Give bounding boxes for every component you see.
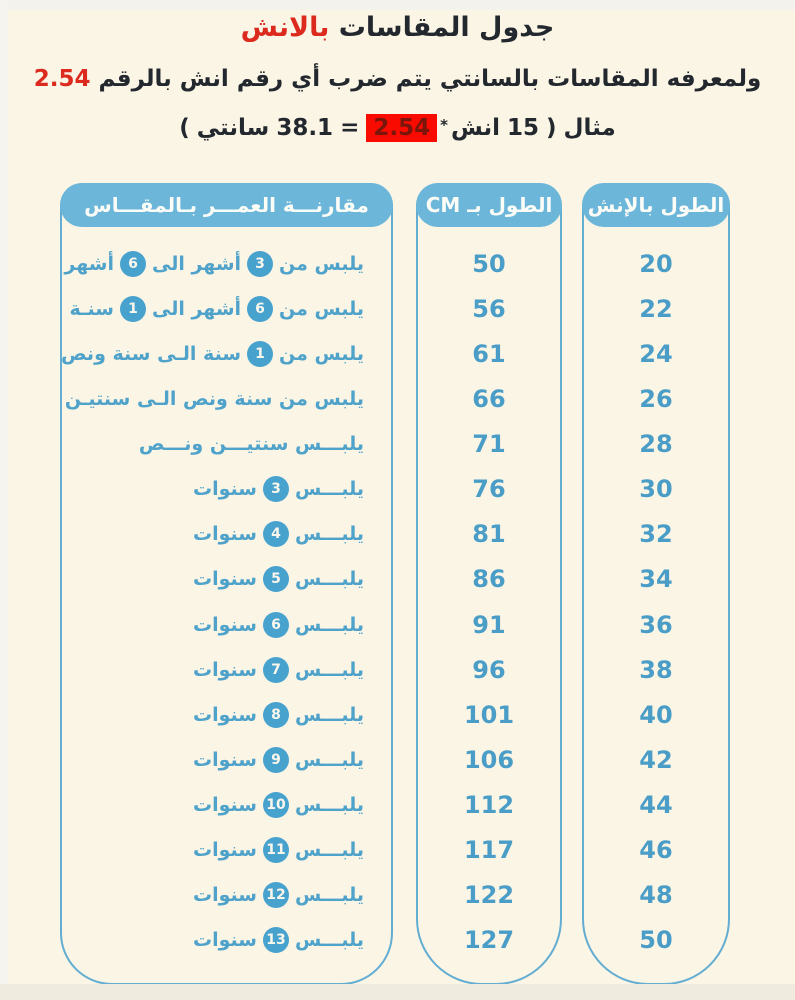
multiplier-highlight: 2.54 xyxy=(366,114,437,142)
age-label: يلبس من xyxy=(279,342,364,365)
inch-column-body xyxy=(584,229,728,983)
cm-cell: 81 xyxy=(472,520,506,549)
age-label: أشهر xyxy=(64,252,114,275)
inch-cell: 26 xyxy=(639,384,673,413)
inch-cell: 50 xyxy=(639,926,673,955)
age-label: يلبـــس xyxy=(295,929,364,952)
number-badge: 1 xyxy=(120,296,146,322)
age-label: يلبـــس xyxy=(295,884,364,907)
table-row xyxy=(62,512,391,557)
table-row xyxy=(62,286,391,331)
age-label: يلبس من سنة ونص الـى سنتيـن xyxy=(64,387,364,410)
age-label: سنوات xyxy=(193,658,257,681)
inch-cell: 20 xyxy=(639,249,673,278)
age-column-header: مقارنـــة العمـــر بـالمقـــاس xyxy=(60,183,393,227)
number-badge: 6 xyxy=(263,612,289,638)
conversion-note xyxy=(0,66,795,92)
example-text: 15 xyxy=(507,115,540,141)
cm-cell: 50 xyxy=(472,249,506,278)
example-text: ) xyxy=(179,115,190,141)
cm-column-header: الطول بـ CM xyxy=(416,183,562,227)
number-badge: 6 xyxy=(247,296,273,322)
cm-cell: 71 xyxy=(472,430,506,459)
inch-cell: 24 xyxy=(639,339,673,368)
inch-column xyxy=(582,183,730,985)
example-text: = xyxy=(340,115,360,141)
cm-cell: 106 xyxy=(463,745,515,774)
table-row xyxy=(62,873,391,918)
age-label: سنوات xyxy=(193,794,257,817)
page-edge-bottom xyxy=(0,984,795,1000)
age-label: يلبـــس xyxy=(295,568,364,591)
age-label: سنـة xyxy=(69,297,114,320)
inch-cell: 44 xyxy=(639,791,673,820)
age-label: أشهر الى xyxy=(151,297,242,320)
title-red-text: بالانش xyxy=(240,12,330,43)
age-label: يلبس من xyxy=(279,297,364,320)
age-label: سنة الـى سنة ونص xyxy=(61,342,242,365)
table-row xyxy=(62,376,391,421)
age-label: يلبـــس xyxy=(295,794,364,817)
number-badge: 4 xyxy=(263,521,289,547)
inch-cell: 32 xyxy=(639,520,673,549)
example-text: ( xyxy=(546,115,557,141)
table-row xyxy=(62,467,391,512)
table-row xyxy=(62,422,391,467)
number-badge: 3 xyxy=(263,476,289,502)
page-edge-left xyxy=(0,0,8,1000)
cm-cell: 56 xyxy=(472,294,506,323)
table-row xyxy=(62,331,391,376)
cm-cell: 86 xyxy=(472,565,506,594)
age-label: سنوات xyxy=(193,478,257,501)
table-row xyxy=(62,692,391,737)
age-label: يلبس من xyxy=(279,252,364,275)
multiply-asterisk: * xyxy=(440,116,448,134)
subtitle-main-text: ولمعرفه المقاسات بالسانتي يتم ضرب أي رقم انش بالرقم xyxy=(98,66,762,92)
cm-column-body xyxy=(418,229,560,983)
age-label: يلبـــس xyxy=(295,613,364,636)
age-label: سنوات xyxy=(193,929,257,952)
cm-cell: 61 xyxy=(472,339,506,368)
table-row xyxy=(62,647,391,692)
number-badge: 3 xyxy=(247,251,273,277)
page-title xyxy=(0,12,795,43)
number-badge: 5 xyxy=(263,566,289,592)
table-row xyxy=(62,737,391,782)
table-row xyxy=(62,918,391,963)
table-row xyxy=(62,557,391,602)
age-label: يلبـــس xyxy=(295,478,364,501)
age-label: سنوات xyxy=(193,613,257,636)
cm-cell: 96 xyxy=(472,655,506,684)
cm-cell: 122 xyxy=(463,881,515,910)
age-label: يلبـــس سنتيـــن ونـــص xyxy=(138,433,364,456)
age-label: يلبـــس xyxy=(295,703,364,726)
number-badge: 6 xyxy=(120,251,146,277)
example-text: مثال xyxy=(563,115,616,141)
age-label: سنوات xyxy=(193,568,257,591)
number-badge: 9 xyxy=(263,747,289,773)
number-badge: 8 xyxy=(263,702,289,728)
number-badge: 13 xyxy=(263,927,289,953)
age-label: سنوات xyxy=(193,839,257,862)
number-badge: 1 xyxy=(247,341,273,367)
number-badge: 11 xyxy=(263,837,289,863)
inch-cell: 28 xyxy=(639,430,673,459)
age-label: يلبـــس xyxy=(295,748,364,771)
inch-cell: 38 xyxy=(639,655,673,684)
age-label: أشهر الى xyxy=(151,252,242,275)
age-label: سنوات xyxy=(193,884,257,907)
age-column xyxy=(60,183,393,985)
age-label: سنوات xyxy=(193,523,257,546)
inch-column-header: الطول بالإنش xyxy=(582,183,730,227)
inch-cell: 40 xyxy=(639,700,673,729)
example-text: انش xyxy=(450,115,500,141)
inch-cell: 36 xyxy=(639,610,673,639)
number-badge: 10 xyxy=(263,792,289,818)
age-label: يلبـــس xyxy=(295,523,364,546)
cm-cell: 101 xyxy=(463,700,515,729)
table-row xyxy=(62,602,391,647)
example-line xyxy=(0,114,795,142)
table-row xyxy=(62,828,391,873)
cm-cell: 117 xyxy=(463,836,515,865)
number-badge: 12 xyxy=(263,882,289,908)
age-column-body xyxy=(62,229,391,983)
inch-cell: 22 xyxy=(639,294,673,323)
table-row xyxy=(62,241,391,286)
cm-cell: 66 xyxy=(472,384,506,413)
age-label: سنوات xyxy=(193,748,257,771)
inch-cell: 46 xyxy=(639,836,673,865)
age-label: سنوات xyxy=(193,703,257,726)
age-label: يلبـــس xyxy=(295,658,364,681)
inch-cell: 48 xyxy=(639,881,673,910)
cm-cell: 127 xyxy=(463,926,515,955)
cm-cell: 91 xyxy=(472,610,506,639)
example-text: سانتي xyxy=(196,115,270,141)
example-text: 38.1 xyxy=(276,115,334,141)
cm-cell: 76 xyxy=(472,475,506,504)
cm-column xyxy=(416,183,562,985)
age-label: يلبـــس xyxy=(295,839,364,862)
number-badge: 7 xyxy=(263,657,289,683)
table-row xyxy=(62,783,391,828)
cm-cell: 112 xyxy=(463,791,515,820)
title-main-text: جدول المقاسات xyxy=(338,12,555,43)
inch-cell: 34 xyxy=(639,565,673,594)
page-edge-top xyxy=(0,0,795,10)
conversion-factor: 2.54 xyxy=(33,66,91,92)
inch-cell: 30 xyxy=(639,475,673,504)
inch-cell: 42 xyxy=(639,745,673,774)
